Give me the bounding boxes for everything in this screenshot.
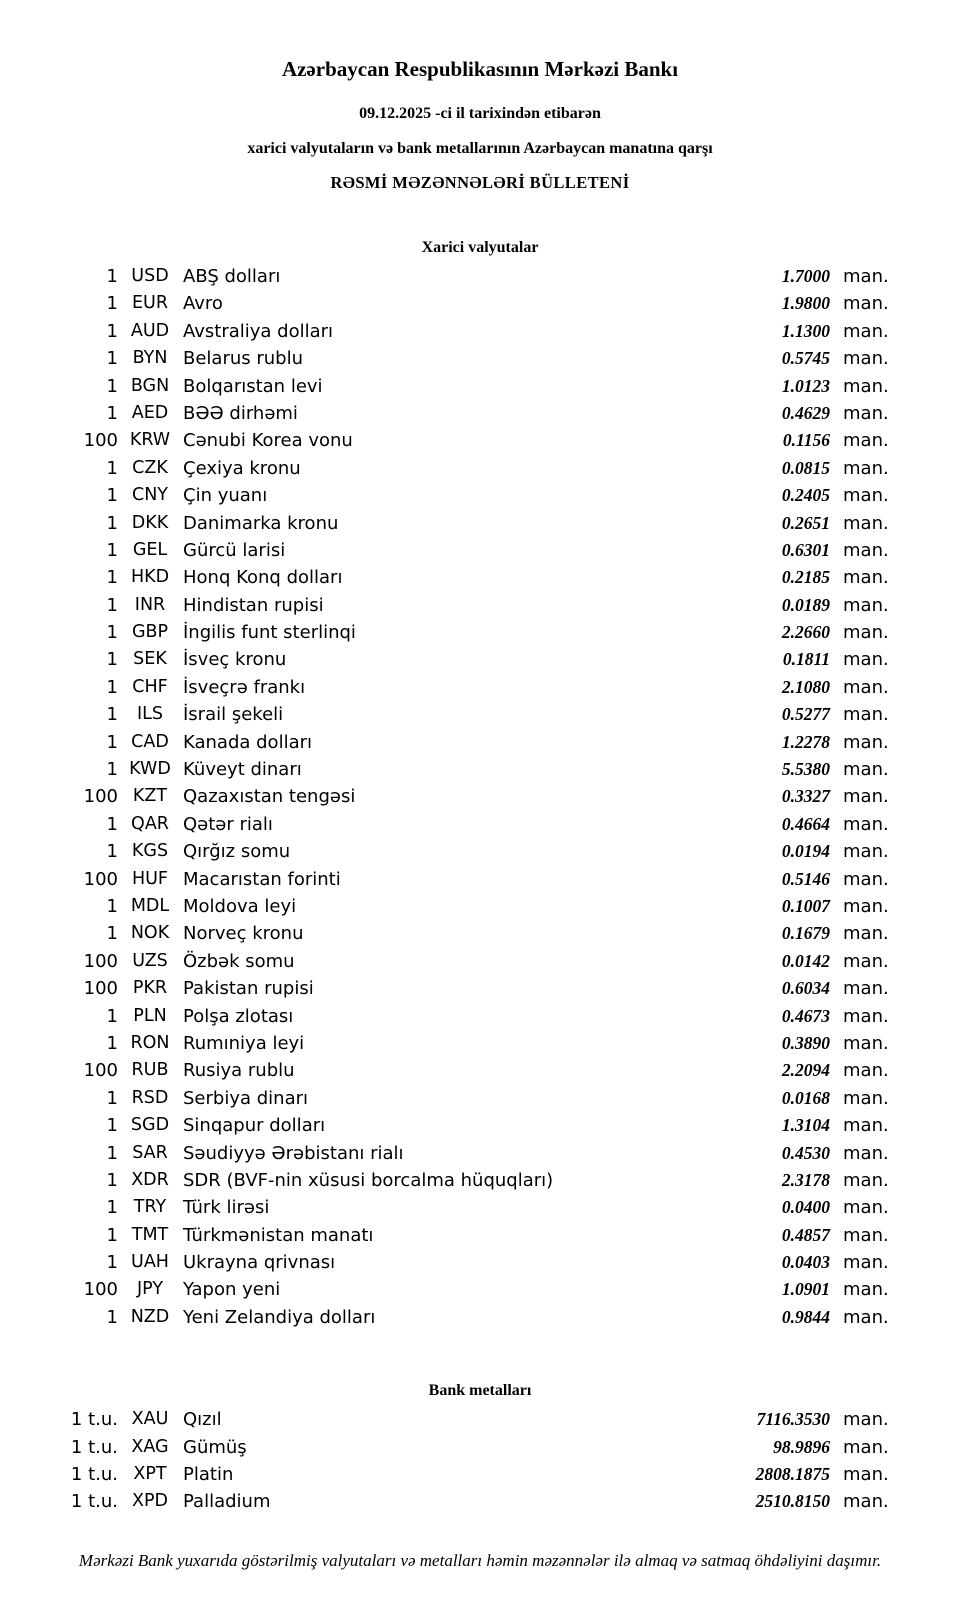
unit-cell: man. <box>843 1115 889 1137</box>
rate-cell: 0.0194 <box>781 841 830 862</box>
currency-row <box>0 564 960 591</box>
currency-row <box>0 1222 960 1249</box>
currency-row <box>0 701 960 728</box>
currency-code-cell: PKR <box>132 978 168 999</box>
amount-cell: 1 <box>106 594 118 616</box>
currency-code-cell: CHF <box>132 676 168 697</box>
currency-code-cell: SAR <box>132 1142 168 1163</box>
unit-cell: man. <box>843 1032 889 1054</box>
currency-row <box>0 1167 960 1194</box>
unit-cell: man. <box>843 1464 889 1486</box>
rate-cell: 0.0142 <box>781 950 830 971</box>
currency-row <box>0 290 960 317</box>
currency-code-cell: UZS <box>132 950 168 971</box>
currency-name-cell: Sinqapur dolları <box>183 1115 326 1137</box>
unit-cell: man. <box>843 320 889 342</box>
currency-row <box>0 783 960 810</box>
rate-cell: 0.5277 <box>781 704 830 725</box>
unit-cell: man. <box>843 567 889 589</box>
currency-row <box>0 1140 960 1167</box>
amount-cell: 1 <box>106 485 118 507</box>
amount-cell: 1 t.u. <box>70 1491 118 1513</box>
unit-cell: man. <box>843 485 889 507</box>
currency-name-cell: İsveç kronu <box>183 649 287 671</box>
currency-code-cell: GBP <box>131 622 169 643</box>
rate-cell: 0.1007 <box>781 895 830 916</box>
unit-cell: man. <box>843 348 889 370</box>
amount-cell: 100 <box>83 978 118 1000</box>
amount-cell: 1 <box>106 293 118 315</box>
currency-code-cell: CNY <box>132 485 168 506</box>
rate-cell: 1.1300 <box>781 320 830 341</box>
currency-name-cell: Macarıstan forinti <box>183 868 341 890</box>
rate-cell: 0.1156 <box>782 430 830 451</box>
unit-cell: man. <box>843 841 889 863</box>
currency-code-cell: BYN <box>132 348 168 369</box>
unit-cell: man. <box>843 649 889 671</box>
currency-row <box>0 975 960 1002</box>
currency-code-cell: AUD <box>130 320 170 341</box>
amount-cell: 1 t.u. <box>70 1409 118 1431</box>
currency-name-cell: Cənubi Korea vonu <box>183 430 353 452</box>
unit-cell: man. <box>843 1005 889 1027</box>
currency-row <box>0 1112 960 1139</box>
currency-name-cell: Norveç kronu <box>183 923 304 945</box>
currency-row <box>0 482 960 509</box>
unit-cell: man. <box>843 923 889 945</box>
amount-cell: 100 <box>83 786 118 808</box>
currency-row <box>0 1030 960 1057</box>
unit-cell: man. <box>843 759 889 781</box>
subject-line: xarici valyutaların və bank metallarının Azərbaycan manatına qarşı <box>247 140 713 157</box>
metal-code-cell: XAG <box>131 1436 169 1457</box>
amount-cell: 100 <box>83 430 118 452</box>
unit-cell: man. <box>843 402 889 424</box>
amount-cell: 100 <box>83 1060 118 1082</box>
unit-cell: man. <box>843 950 889 972</box>
amount-cell: 1 <box>106 539 118 561</box>
amount-cell: 1 <box>106 266 118 287</box>
rate-cell: 2510.8150 <box>755 1491 830 1512</box>
rate-cell: 0.1811 <box>782 649 830 670</box>
rate-cell: 0.0403 <box>781 1252 830 1273</box>
unit-cell: man. <box>843 786 889 808</box>
metal-name-cell: Gümüş <box>183 1436 247 1458</box>
metal-row <box>0 1434 960 1461</box>
currency-row <box>0 756 960 783</box>
currency-row <box>0 455 960 482</box>
currency-code-cell: SGD <box>130 1115 170 1136</box>
unit-cell: man. <box>843 266 889 287</box>
rate-cell: 0.5745 <box>781 348 830 369</box>
currency-code-cell: QAR <box>131 813 169 834</box>
metals-section-title: Bank metalları <box>428 1382 532 1400</box>
currency-code-cell: RSD <box>131 1087 169 1108</box>
currency-code-cell: DKK <box>131 512 169 533</box>
rate-cell: 0.2405 <box>781 485 830 506</box>
amount-cell: 1 <box>106 1197 118 1219</box>
rate-cell: 0.0815 <box>781 457 830 478</box>
currency-code-cell: CZK <box>132 457 168 478</box>
currency-name-cell: Yapon yeni <box>183 1279 281 1301</box>
unit-cell: man. <box>843 512 889 534</box>
currency-name-cell: Hindistan rupisi <box>183 594 324 616</box>
amount-cell: 1 <box>106 841 118 863</box>
amount-cell: 1 <box>106 1252 118 1274</box>
currency-row <box>0 1194 960 1221</box>
unit-cell: man. <box>843 1279 889 1301</box>
amount-cell: 1 <box>106 622 118 644</box>
currency-code-cell: INR <box>134 594 166 615</box>
currency-row <box>0 674 960 701</box>
currency-name-cell: Serbiya dinarı <box>183 1087 308 1109</box>
amount-cell: 1 <box>106 676 118 698</box>
currency-row <box>0 838 960 865</box>
amount-cell: 1 <box>106 1005 118 1027</box>
unit-cell: man. <box>843 704 889 726</box>
rate-cell: 1.2278 <box>781 731 830 752</box>
rate-cell: 7116.3530 <box>756 1409 830 1430</box>
unit-cell: man. <box>843 1224 889 1246</box>
metal-name-cell: Platin <box>183 1464 234 1486</box>
rate-cell: 0.6301 <box>781 539 830 560</box>
currency-code-cell: CAD <box>131 731 169 752</box>
currency-name-cell: BƏƏ dirhəmi <box>183 402 298 424</box>
currency-code-cell: GEL <box>132 539 168 560</box>
currency-code-cell: EUR <box>131 293 169 314</box>
currency-code-cell: TRY <box>133 1197 167 1218</box>
currency-code-cell: UAH <box>131 1252 169 1273</box>
bulletin-title: RƏSMİ MƏZƏNNƏLƏRİ BÜLLETENİ <box>330 173 630 192</box>
currency-row <box>0 646 960 673</box>
currency-row <box>0 373 960 400</box>
unit-cell: man. <box>843 1087 889 1109</box>
currency-row <box>0 893 960 920</box>
currency-name-cell: Belarus rublu <box>183 348 304 370</box>
amount-cell: 1 <box>106 704 118 726</box>
amount-cell: 1 <box>106 1169 118 1191</box>
currency-name-cell: Rumıniya leyi <box>183 1032 305 1054</box>
currency-code-cell: MDL <box>130 895 170 916</box>
currency-name-cell: Avstraliya dolları <box>183 320 334 342</box>
amount-cell: 1 <box>106 759 118 781</box>
amount-cell: 1 <box>106 1087 118 1109</box>
rate-cell: 0.6034 <box>781 978 830 999</box>
rate-cell: 1.9800 <box>781 293 830 314</box>
amount-cell: 1 <box>106 567 118 589</box>
currency-name-cell: Rusiya rublu <box>183 1060 295 1082</box>
rate-cell: 0.3327 <box>781 786 830 807</box>
currency-code-cell: NOK <box>130 923 170 944</box>
currency-code-cell: KRW <box>129 430 171 451</box>
currency-name-cell: Qazaxıstan tengəsi <box>183 786 356 808</box>
currency-name-cell: Səudiyyə Ərəbistanı rialı <box>183 1142 404 1164</box>
rate-cell: 1.3104 <box>781 1115 830 1136</box>
unit-cell: man. <box>843 622 889 644</box>
unit-cell: man. <box>843 375 889 397</box>
currency-code-cell: PLN <box>133 1005 167 1026</box>
unit-cell: man. <box>843 895 889 917</box>
currency-code-cell: KWD <box>129 759 171 780</box>
currency-code-cell: KZT <box>132 786 168 807</box>
rate-cell: 2.2094 <box>781 1060 830 1081</box>
amount-cell: 1 <box>106 731 118 753</box>
currency-name-cell: Çexiya kronu <box>183 457 301 479</box>
amount-cell: 1 <box>106 1142 118 1164</box>
rate-cell: 0.4664 <box>781 813 830 834</box>
currency-code-cell: AED <box>131 402 169 423</box>
amount-cell: 1 <box>106 1032 118 1054</box>
amount-cell: 100 <box>83 950 118 972</box>
amount-cell: 1 <box>106 320 118 342</box>
currency-name-cell: Türk lirəsi <box>183 1197 270 1219</box>
currency-name-cell: İsveçrə frankı <box>183 676 306 698</box>
currency-row <box>0 537 960 564</box>
currency-name-cell: SDR (BVF-nin xüsusi borcalma hüquqları) <box>183 1169 554 1191</box>
currency-name-cell: İsrail şekeli <box>183 704 284 726</box>
amount-cell: 1 <box>106 1306 118 1328</box>
currency-name-cell: Türkmənistan manatı <box>183 1224 374 1246</box>
unit-cell: man. <box>843 1142 889 1164</box>
unit-cell: man. <box>843 1409 889 1431</box>
currency-name-cell: Qırğız somu <box>183 841 291 863</box>
amount-cell: 100 <box>83 868 118 890</box>
currency-code-cell: ILS <box>136 704 164 725</box>
unit-cell: man. <box>843 1491 889 1513</box>
rate-cell: 0.0400 <box>781 1197 830 1218</box>
metal-code-cell: XPD <box>131 1491 169 1512</box>
amount-cell: 100 <box>83 1279 118 1301</box>
unit-cell: man. <box>843 293 889 315</box>
amount-cell: 1 <box>106 375 118 397</box>
currency-name-cell: Avro <box>183 293 223 315</box>
unit-cell: man. <box>843 978 889 1000</box>
currency-row <box>0 1249 960 1276</box>
unit-cell: man. <box>843 868 889 890</box>
unit-cell: man. <box>843 430 889 452</box>
amount-cell: 1 t.u. <box>70 1464 118 1486</box>
footer-note: Mərkəzi Bank yuxarıda göstərilmiş valyutaları və metalları həmin məzənnələr ilə almaq və satmaq öhdəliyini daşımır. <box>78 1550 882 1570</box>
currency-code-cell: USD <box>131 266 169 286</box>
currency-code-cell: BGN <box>130 375 170 396</box>
currency-name-cell: Çin yuanı <box>183 485 268 507</box>
currency-row <box>0 1085 960 1112</box>
currency-row <box>0 510 960 537</box>
currency-code-cell: KGS <box>131 841 169 862</box>
amount-cell: 1 <box>106 895 118 917</box>
currency-row <box>0 263 960 290</box>
currency-name-cell: Honq Konq dolları <box>183 567 343 589</box>
currency-row <box>0 1276 960 1303</box>
currency-code-cell: RON <box>130 1032 170 1053</box>
rate-cell: 2.2660 <box>781 622 830 643</box>
unit-cell: man. <box>843 1169 889 1191</box>
rate-cell: 0.9844 <box>781 1306 830 1327</box>
unit-cell: man. <box>843 457 889 479</box>
amount-cell: 1 <box>106 512 118 534</box>
currency-row <box>0 1304 960 1331</box>
currency-row <box>0 729 960 756</box>
currency-row <box>0 866 960 893</box>
rate-cell: 0.2651 <box>781 512 830 533</box>
currency-name-cell: Küveyt dinarı <box>183 759 302 781</box>
amount-cell: 1 <box>106 1115 118 1137</box>
rate-cell: 5.5380 <box>781 759 830 780</box>
rate-cell: 0.0189 <box>781 594 830 615</box>
currency-name-cell: Qətər rialı <box>183 813 273 835</box>
currency-code-cell: HKD <box>130 567 170 588</box>
rate-cell: 2.1080 <box>781 676 830 697</box>
unit-cell: man. <box>843 1252 889 1274</box>
metal-row <box>0 1461 960 1488</box>
amount-cell: 1 <box>106 402 118 424</box>
rate-cell: 0.2185 <box>781 567 830 588</box>
metal-name-cell: Qızıl <box>183 1409 222 1431</box>
unit-cell: man. <box>843 1436 889 1458</box>
currency-code-cell: SEK <box>133 649 167 670</box>
metal-name-cell: Palladium <box>183 1491 271 1513</box>
rate-cell: 0.4857 <box>781 1224 830 1245</box>
rate-cell: 2808.1875 <box>755 1464 830 1485</box>
unit-cell: man. <box>843 676 889 698</box>
currency-code-cell: NZD <box>130 1306 170 1327</box>
metal-row <box>0 1488 960 1515</box>
unit-cell: man. <box>843 813 889 835</box>
rate-cell: 0.1679 <box>781 923 830 944</box>
currency-row <box>0 1003 960 1030</box>
currency-name-cell: Pakistan rupisi <box>183 978 314 1000</box>
currency-name-cell: Moldova leyi <box>183 895 297 917</box>
rate-cell: 0.4629 <box>781 402 830 423</box>
unit-cell: man. <box>843 1197 889 1219</box>
currency-row <box>0 920 960 947</box>
bank-title: Azərbaycan Respublikasının Mərkəzi Bankı <box>281 57 679 81</box>
currency-row <box>0 948 960 975</box>
amount-cell: 1 <box>106 813 118 835</box>
currency-row <box>0 318 960 345</box>
rate-cell: 0.3890 <box>781 1032 830 1053</box>
rate-cell: 1.0901 <box>781 1279 830 1300</box>
currency-name-cell: İngilis funt sterlinqi <box>183 622 356 644</box>
amount-cell: 1 <box>106 923 118 945</box>
amount-cell: 1 <box>106 1224 118 1246</box>
currency-row <box>0 1057 960 1084</box>
metal-row <box>0 1406 960 1433</box>
amount-cell: 1 <box>106 348 118 370</box>
rate-cell: 2.3178 <box>781 1169 830 1190</box>
currency-code-cell: XDR <box>131 1169 169 1190</box>
currencies-section-title: Xarici valyutalar <box>421 239 539 256</box>
rate-cell: 1.7000 <box>781 266 830 286</box>
currency-row <box>0 592 960 619</box>
currency-row <box>0 427 960 454</box>
currency-name-cell: Polşa zlotası <box>183 1005 294 1027</box>
currency-row <box>0 811 960 838</box>
currency-table <box>0 263 960 1331</box>
currency-name-cell: Danimarka kronu <box>183 512 339 534</box>
currency-name-cell: Özbək somu <box>183 950 295 972</box>
unit-cell: man. <box>843 731 889 753</box>
unit-cell: man. <box>843 594 889 616</box>
currency-row <box>0 400 960 427</box>
amount-cell: 1 t.u. <box>70 1436 118 1458</box>
currency-code-cell: TMT <box>131 1224 169 1245</box>
currency-name-cell: Bolqarıstan levi <box>183 375 323 397</box>
currency-code-cell: HUF <box>131 868 169 889</box>
currency-row <box>0 619 960 646</box>
effective-date-line: 09.12.2025 -ci il tarixindən etibarən <box>359 105 601 122</box>
metal-code-cell: XAU <box>131 1409 169 1430</box>
currency-name-cell: Ukrayna qrivnası <box>183 1252 336 1274</box>
currency-name-cell: Gürcü larisi <box>183 539 286 561</box>
currency-row <box>0 345 960 372</box>
unit-cell: man. <box>843 1306 889 1328</box>
metals-table <box>0 1406 960 1516</box>
metal-code-cell: XPT <box>133 1464 167 1485</box>
currency-name-cell: Kanada dolları <box>183 731 313 753</box>
rate-cell: 0.4530 <box>781 1142 830 1163</box>
currency-name-cell: ABŞ dolları <box>183 266 281 287</box>
rate-cell: 0.5146 <box>781 868 830 889</box>
currency-code-cell: RUB <box>131 1060 169 1081</box>
rate-cell: 98.9896 <box>773 1436 830 1457</box>
amount-cell: 1 <box>106 649 118 671</box>
amount-cell: 1 <box>106 457 118 479</box>
rate-cell: 0.0168 <box>781 1087 830 1108</box>
unit-cell: man. <box>843 539 889 561</box>
rate-cell: 1.0123 <box>781 375 830 396</box>
unit-cell: man. <box>843 1060 889 1082</box>
currency-code-cell: JPY <box>136 1279 164 1300</box>
currency-name-cell: Yeni Zelandiya dolları <box>183 1306 376 1328</box>
rate-cell: 0.4673 <box>781 1005 830 1026</box>
